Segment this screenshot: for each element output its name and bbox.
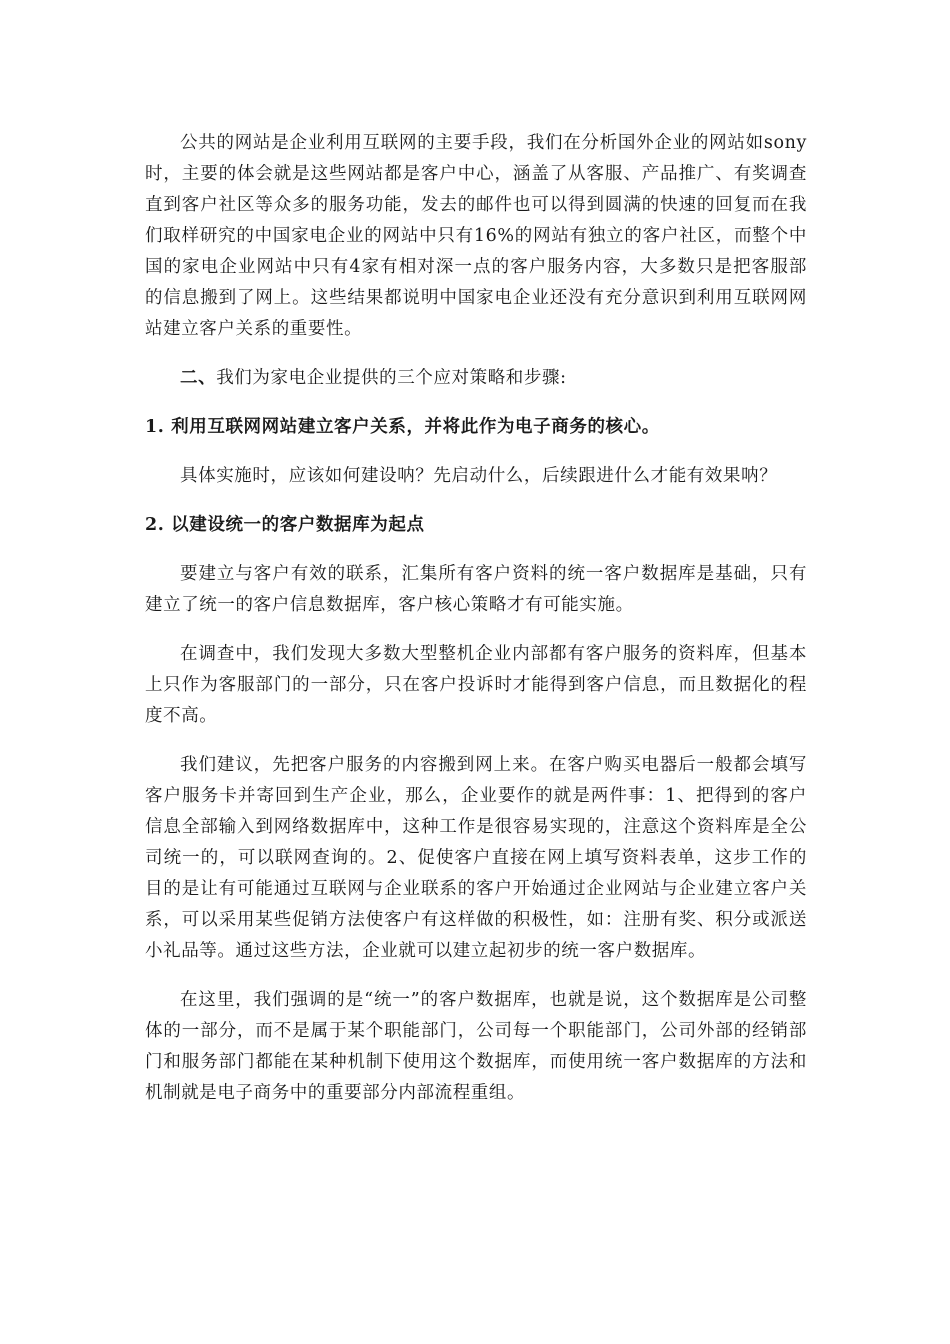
- paragraph-survey-findings: 在调查中，我们发现大多数大型整机企业内部都有客户服务的资料库，但基本上只作为客服部门的一部分，只在客户投诉时才能得到客户信息，而且数据化的程度不高。: [145, 644, 807, 726]
- document-body: [145, 128, 807, 1109]
- paragraph-recommendation: 我们建议，先把客户服务的内容搬到网上来。在客户购买电器后一般都会填写客户服务卡并寄回到生产企业，那么，企业要作的就是两件事：1、把得到的客户信息全部输入到网络数据库中，这种工作是很容易实现的，注意这个资料库是全公司统一的，可以联网查询的。2、促使客户直接在网上填写资料表单，这步工作的目的是让有可能通过互联网与企业联系的客户开始通过企业网站与企业建立客户关系，可以采用某些促销方法使客户有这样做的积极性，如：注册有奖、积分或派送小礼品等。通过这些方法，企业就可以建立起初步的统一客户数据库。: [145, 755, 807, 961]
- section-two-heading: [145, 363, 807, 394]
- paragraph-unified-database: 在这里，我们强调的是“统一”的客户数据库，也就是说，这个数据库是公司整体的一部分，而不是属于某个职能部门，公司每一个职能部门，公司外部的经销部门和服务部门都能在某种机制下使用这个数据库，而使用统一客户数据库的方法和机制就是电子商务中的重要部分内部流程重组。: [145, 990, 807, 1103]
- heading-1: 1. 利用互联网网站建立客户关系，并将此作为电子商务的核心。: [145, 417, 660, 437]
- paragraph-implementation-question: 具体实施时，应该如何建设呐？先启动什么，后续跟进什么才能有效果呐？: [180, 466, 778, 486]
- section-two-label: 二、: [180, 368, 217, 388]
- paragraph-public-website: 公共的网站是企业利用互联网的主要手段，我们在分析国外企业的网站如sony时，主要的体会就是这些网站都是客户中心，涵盖了从客服、产品推广、有奖调查直到客户社区等众多的服务功能，发去的邮件也可以得到圆满的快速的回复而在我们取样研究的中国家电企业的网站中只有16%的网站有独立的客户社区，而整个中国的家电企业网站中只有4家有相对深一点的客户服务内容，大多数只是把客服部的信息搬到了网上。这些结果都说明中国家电企业还没有充分意识到利用互联网网站建立客户关系的重要性。: [145, 133, 807, 339]
- paragraph-customer-database-basis: 要建立与客户有效的联系，汇集所有客户资料的统一客户数据库是基础，只有建立了统一的客户信息数据库，客户核心策略才有可能实施。: [145, 564, 807, 615]
- heading-2: 2. 以建设统一的客户数据库为起点: [145, 515, 425, 535]
- section-two-text: 我们为家电企业提供的三个应对策略和步骤:: [216, 368, 567, 388]
